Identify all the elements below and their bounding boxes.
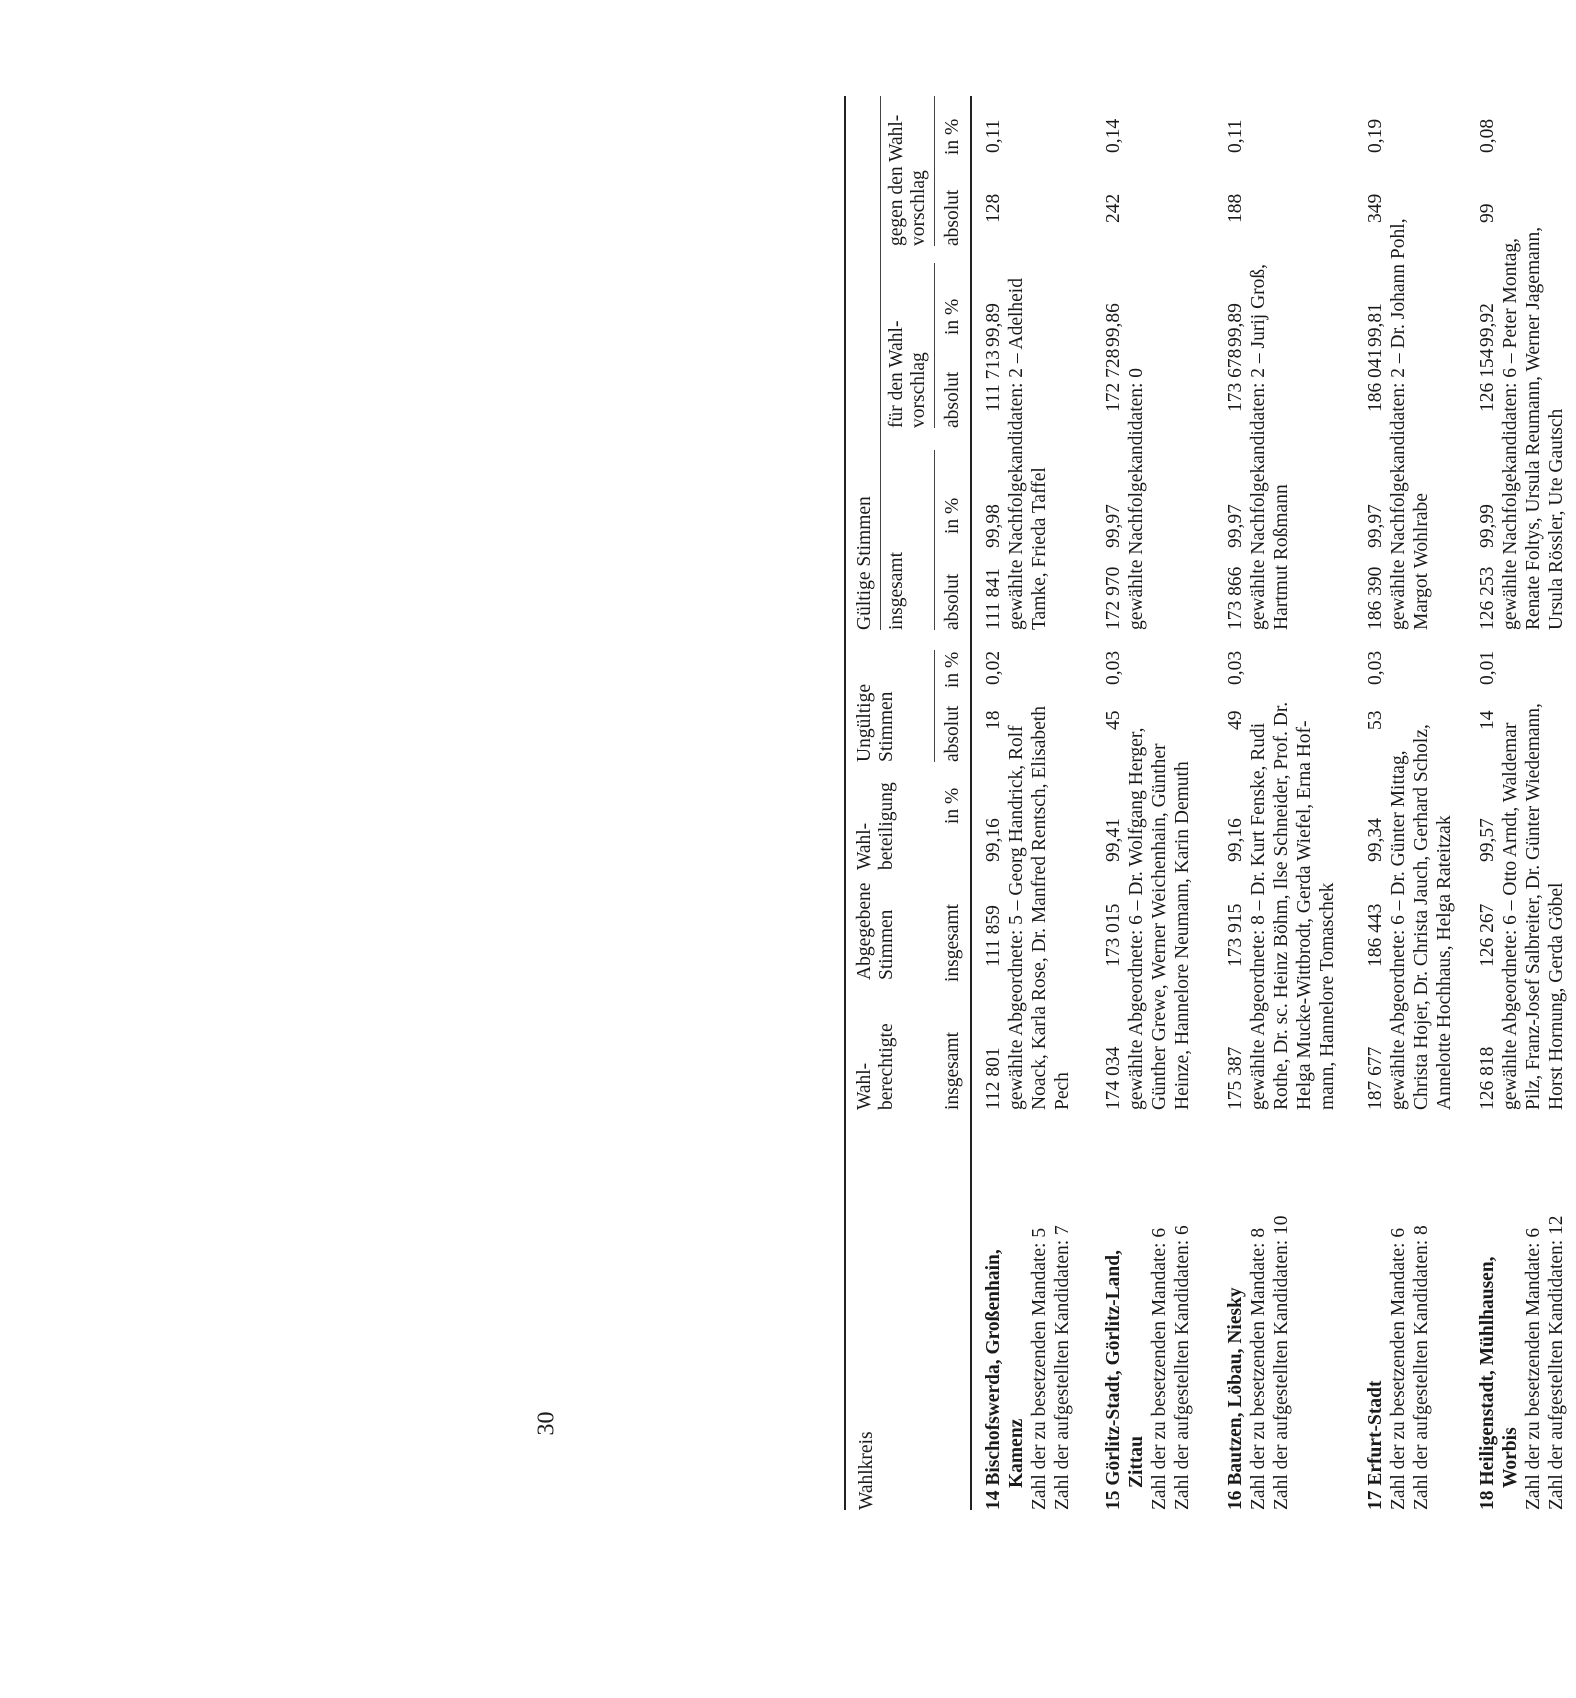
row-abgeordnete-line: Rothe, Dr. sc. Heinz Böhm, Ilse Schneider, Prof. Dr.: [1271, 701, 1292, 1110]
row-nachfolge-line: gewählte Nachfolgekandidaten: 6 – Peter Montag,: [1500, 237, 1521, 630]
row-gegen-pct: 0,08: [1477, 118, 1498, 153]
row-abgeordnete-line: Günther Grewe, Werner Weichenhain, Günther: [1149, 743, 1170, 1110]
row-beteiligung: 99,34: [1365, 818, 1386, 862]
row-ung-pct: 0,03: [1103, 650, 1124, 685]
row-fuer-abs: 126 154: [1477, 348, 1498, 412]
header-gegen-1: gegen den Wahl-: [886, 114, 907, 246]
header-wahlberechtigte-2: berechtigte: [876, 1023, 897, 1110]
row-g-abs: 172 970: [1103, 566, 1124, 630]
row-gegen-abs: 128: [983, 193, 1004, 223]
header-gins-subrule: [934, 450, 935, 630]
row-g-pct: 99,97: [1103, 504, 1124, 548]
row-nachfolge-line: gewählte Nachfolgekandidaten: 0: [1126, 367, 1147, 630]
row-abgeordnete-line: Pech: [1052, 1072, 1073, 1110]
row-g-abs: 126 253: [1477, 566, 1498, 630]
table-row: [1364, 96, 1464, 1510]
row-nachfolge-line: Hartmut Roßmann: [1271, 484, 1292, 630]
row-abgeordnete-line: mann, Hannelore Tomaschek: [1317, 882, 1338, 1110]
header-wahlkreis: Wahlkreis: [856, 1431, 877, 1510]
row-gegen-abs: 242: [1103, 193, 1124, 223]
sub-gegen-pct: in %: [942, 118, 963, 155]
sub-gins-pct: in %: [942, 497, 963, 534]
row-abgegeben: 173 915: [1225, 903, 1246, 967]
sub-beteiligung-pct: in %: [942, 787, 963, 824]
row-nachfolge-line: Ursula Rössler, Ute Gautsch: [1546, 408, 1567, 630]
row-g-pct: 99,97: [1225, 504, 1246, 548]
row-abgegeben: 126 267: [1477, 903, 1498, 967]
row-beteiligung: 99,16: [983, 818, 1004, 862]
row-berechtigte: 112 801: [983, 1047, 1004, 1110]
row-gegen-pct: 0,19: [1365, 118, 1386, 153]
row-g-abs: 173 866: [1225, 566, 1246, 630]
header-wahlberechtigte-1: Wahl-: [854, 1062, 875, 1110]
row-abgeordnete-line: Horst Hornung, Gerda Göbel: [1546, 882, 1567, 1110]
row-ung-pct: 0,01: [1477, 650, 1498, 685]
header-fuer-subrule: [934, 263, 935, 428]
row-mandate: Zahl der zu besetzenden Mandate: 6: [1523, 1227, 1544, 1510]
row-gegen-pct: 0,11: [1225, 119, 1246, 153]
header-gueltige-insgesamt: insgesamt: [886, 552, 907, 630]
table-row: [1476, 96, 1576, 1510]
row-fuer-abs: 173 678: [1225, 348, 1246, 412]
row-berechtigte: 187 677: [1365, 1046, 1386, 1110]
row-fuer-pct: 99,89: [1225, 303, 1246, 347]
sub-abgegeben-insgesamt: insgesamt: [942, 904, 963, 982]
row-ung-pct: 0,03: [1365, 650, 1386, 685]
header-gegen-subrule: [934, 96, 935, 246]
page-number: 30: [533, 1411, 560, 1436]
row-title-line2: Kamenz: [1006, 1418, 1027, 1488]
sub-ung-absolut: absolut: [942, 705, 963, 762]
header-gueltige-rule: [880, 96, 881, 630]
row-nachfolge-line: gewählte Nachfolgekandidaten: 2 – Adelheid: [1006, 278, 1027, 630]
row-abgegeben: 186 443: [1365, 903, 1386, 967]
row-kandidaten: Zahl der aufgestellten Kandidaten: 8: [1411, 1225, 1432, 1510]
row-abgegeben: 111 859: [983, 905, 1004, 967]
row-berechtigte: 174 034: [1103, 1046, 1124, 1110]
row-title-line1: 15 Görlitz-Stadt, Görlitz-Land,: [1103, 1250, 1124, 1510]
row-ung-pct: 0,03: [1225, 650, 1246, 685]
row-abgeordnete-line: Noack, Karla Rose, Dr. Manfred Rentsch, Elisabeth: [1029, 706, 1050, 1110]
table-row: [982, 96, 1102, 1510]
row-g-abs: 186 390: [1365, 566, 1386, 630]
row-nachfolge-line: Tamke, Frieda Taffel: [1029, 467, 1050, 630]
header-ung-subrule: [934, 650, 935, 762]
row-abgeordnete-line: gewählte Abgeordnete: 8 – Dr. Kurt Fenske, Rudi: [1248, 722, 1269, 1110]
row-beteiligung: 99,16: [1225, 818, 1246, 862]
row-nachfolge-line: gewählte Nachfolgekandidaten: 2 – Jurij Groß,: [1248, 263, 1269, 630]
row-fuer-pct: 99,86: [1103, 303, 1124, 347]
row-ung-abs: 18: [983, 710, 1004, 730]
row-title-line1: 17 Erfurt-Stadt: [1365, 1380, 1386, 1510]
row-fuer-pct: 99,81: [1365, 303, 1386, 347]
row-title-line2: Zittau: [1126, 1435, 1147, 1488]
row-title-line1: 14 Bischofswerda, Großenhain,: [983, 1249, 1004, 1510]
row-g-abs: 111 841: [983, 568, 1004, 630]
row-fuer-abs: 186 041: [1365, 348, 1386, 412]
row-fuer-pct: 99,89: [983, 303, 1004, 347]
row-gegen-abs: 99: [1477, 203, 1498, 223]
row-abgeordnete-line: gewählte Abgeordnete: 6 – Otto Arndt, Waldemar: [1500, 722, 1521, 1110]
sub-gegen-absolut: absolut: [942, 189, 963, 246]
row-gegen-abs: 349: [1365, 193, 1386, 223]
row-title-line1: 18 Heiligenstadt, Mühlhausen,: [1477, 1256, 1498, 1510]
header-ungueltige-2: Stimmen: [876, 691, 897, 762]
row-mandate: Zahl der zu besetzenden Mandate: 5: [1029, 1227, 1050, 1510]
row-title-line1: 16 Bautzen, Löbau, Niesky: [1225, 1287, 1246, 1510]
header-wahlbeteiligung-1: Wahl-: [854, 822, 875, 870]
header-abgegebene-2: Stimmen: [876, 909, 897, 980]
row-mandate: Zahl der zu besetzenden Mandate: 6: [1149, 1227, 1170, 1510]
row-mandate: Zahl der zu besetzenden Mandate: 8: [1248, 1227, 1269, 1510]
header-gegen-2: vorschlag: [908, 170, 929, 246]
sub-ung-pct: in %: [942, 651, 963, 688]
row-ung-abs: 45: [1103, 710, 1124, 730]
header-ungueltige-1: Ungültige: [854, 684, 875, 762]
row-abgeordnete-line: Pilz, Franz-Josef Salbreiter, Dr. Günter Wiedemann,: [1523, 703, 1544, 1110]
row-fuer-abs: 172 728: [1103, 348, 1124, 412]
row-g-pct: 99,99: [1477, 504, 1498, 548]
sub-fuer-pct: in %: [942, 298, 963, 335]
sub-berechtigte-insgesamt: insgesamt: [942, 1032, 963, 1110]
row-kandidaten: Zahl der aufgestellten Kandidaten: 10: [1271, 1215, 1292, 1510]
row-g-pct: 99,97: [1365, 504, 1386, 548]
row-nachfolge-line: Renate Foltys, Ursula Reumann, Werner Jagemann,: [1523, 226, 1544, 630]
row-abgeordnete-line: gewählte Abgeordnete: 5 – Georg Handrick, Rolf: [1006, 725, 1027, 1110]
table-top-rule: [844, 96, 846, 1510]
row-beteiligung: 99,57: [1477, 818, 1498, 862]
table-header-rule: [970, 96, 972, 1510]
row-ung-pct: 0,02: [983, 650, 1004, 685]
row-gegen-pct: 0,11: [983, 119, 1004, 153]
row-gegen-abs: 188: [1225, 193, 1246, 223]
row-abgeordnete-line: Helga Mucke-Wittbrodt, Gerda Wiefel, Erna Hof-: [1294, 720, 1315, 1110]
row-beteiligung: 99,41: [1103, 818, 1124, 862]
row-ung-abs: 14: [1477, 710, 1498, 730]
sub-fuer-absolut: absolut: [942, 371, 963, 428]
row-berechtigte: 175 387: [1225, 1046, 1246, 1110]
sub-gins-absolut: absolut: [942, 573, 963, 630]
row-g-pct: 99,98: [983, 504, 1004, 548]
row-fuer-pct: 99,92: [1477, 303, 1498, 347]
row-gegen-pct: 0,14: [1103, 118, 1124, 153]
row-abgeordnete-line: gewählte Abgeordnete: 6 – Dr. Wolfgang Herger,: [1126, 727, 1147, 1110]
row-berechtigte: 126 818: [1477, 1046, 1498, 1110]
row-mandate: Zahl der zu besetzenden Mandate: 6: [1388, 1227, 1409, 1510]
row-kandidaten: Zahl der aufgestellten Kandidaten: 12: [1546, 1215, 1567, 1510]
row-fuer-abs: 111 713: [983, 350, 1004, 412]
header-gueltige: Gültige Stimmen: [854, 496, 875, 630]
row-abgeordnete-line: Annelotte Hochhaus, Helga Rateitzak: [1434, 815, 1455, 1110]
header-fuer-2: vorschlag: [908, 352, 929, 428]
row-ung-abs: 53: [1365, 710, 1386, 730]
table-row: [1102, 96, 1222, 1510]
row-title-line2: Worbis: [1500, 1427, 1521, 1488]
row-abgeordnete-line: Heinze, Hannelore Neumann, Karin Demuth: [1172, 761, 1193, 1110]
row-nachfolge-line: gewählte Nachfolgekandidaten: 2 – Dr. Johann Pohl,: [1388, 218, 1409, 630]
row-kandidaten: Zahl der aufgestellten Kandidaten: 6: [1172, 1225, 1193, 1510]
header-fuer-1: für den Wahl-: [886, 320, 907, 428]
header-wahlbeteiligung-2: beteiligung: [876, 782, 897, 870]
row-abgeordnete-line: gewählte Abgeordnete: 6 – Dr. Günter Mittag,: [1388, 750, 1409, 1110]
row-kandidaten: Zahl der aufgestellten Kandidaten: 7: [1052, 1225, 1073, 1510]
table-row: [1224, 96, 1364, 1510]
row-abgegeben: 173 015: [1103, 903, 1124, 967]
rotated-election-table: [830, 96, 1567, 1510]
row-ung-abs: 49: [1225, 710, 1246, 730]
row-nachfolge-line: Margot Wohlrabe: [1411, 493, 1432, 630]
header-abgegebene-1: Abgegebene: [854, 882, 875, 980]
row-abgeordnete-line: Christa Hojer, Dr. Christa Jauch, Gerhard Scholz,: [1411, 724, 1432, 1110]
